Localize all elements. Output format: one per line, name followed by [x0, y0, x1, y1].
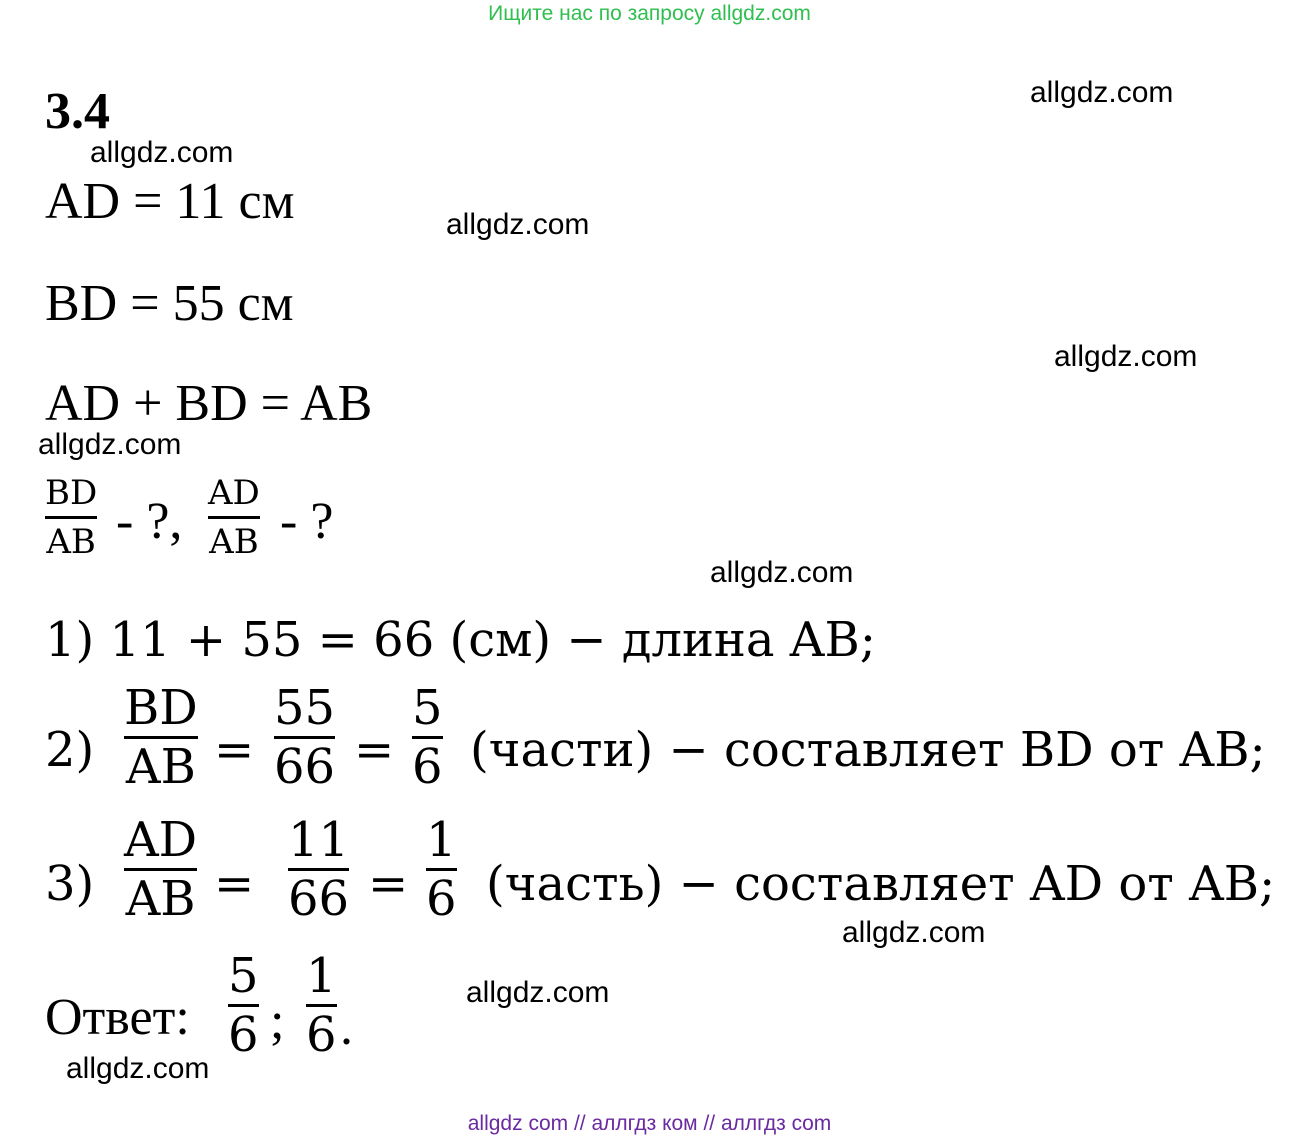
fraction-denominator: 6 — [228, 1007, 259, 1063]
watermark: allgdz.com — [446, 208, 590, 241]
step-2-label: 2) — [45, 722, 95, 778]
watermark: allgdz.com — [90, 136, 234, 169]
step-3-fraction-1-6 — [426, 812, 457, 927]
fraction-numerator: BD — [124, 680, 198, 736]
fraction-numerator: BD — [45, 473, 98, 513]
fraction-numerator: 1 — [426, 812, 457, 868]
step-3-fraction-ad-ab — [124, 812, 198, 927]
step-3-equals-1: = — [214, 856, 255, 912]
question-fraction-ad-ab — [208, 473, 260, 562]
search-hint-banner: Ищите нас по запросу allgdz.com — [488, 2, 811, 25]
fraction-denominator: 66 — [288, 871, 350, 927]
step-1: 1) 11 + 55 = 66 (см) − длина AB; — [45, 612, 876, 668]
fraction-numerator: AD — [208, 473, 260, 513]
step-3-description: (часть) − составляет AD от AB; — [486, 856, 1276, 912]
fraction-bar — [45, 516, 97, 519]
watermark: allgdz.com — [1054, 340, 1198, 373]
fraction-numerator: 55 — [274, 680, 336, 736]
fraction-denominator: AB — [209, 522, 259, 562]
fraction-numerator: 11 — [288, 812, 350, 868]
answer-label: Ответ: — [45, 989, 190, 1046]
fraction-numerator: 5 — [412, 680, 443, 736]
fraction-numerator: AD — [124, 812, 198, 868]
step-2-fraction-5-6 — [412, 680, 443, 795]
question-mark-2: - ? — [280, 493, 334, 550]
fraction-denominator: 6 — [412, 739, 443, 795]
fraction-denominator: 66 — [274, 739, 336, 795]
watermark: allgdz.com — [710, 556, 854, 589]
fraction-numerator: 5 — [228, 948, 259, 1004]
fraction-numerator: 1 — [306, 948, 337, 1004]
answer-separator: ; — [270, 993, 285, 1050]
question-mark-1: - ?, — [116, 493, 183, 550]
problem-number: 3.4 — [45, 83, 110, 140]
step-2-equals-2: = — [354, 722, 395, 778]
fraction-denominator: 6 — [306, 1007, 337, 1063]
question-fraction-bd-ab — [45, 473, 98, 562]
given-bd: BD = 55 см — [45, 275, 294, 332]
watermark: allgdz.com — [66, 1052, 210, 1085]
fraction-denominator: AB — [46, 522, 96, 562]
watermark: allgdz.com — [842, 916, 986, 949]
fraction-denominator: 6 — [426, 871, 457, 927]
answer-period: . — [340, 999, 353, 1056]
step-3-fraction-11-66 — [288, 812, 350, 927]
given-sum: AD + BD = AB — [45, 375, 373, 432]
answer-fraction-1-6 — [306, 948, 337, 1063]
fraction-denominator: AB — [125, 871, 196, 927]
watermark: allgdz.com — [466, 976, 610, 1009]
fraction-denominator: AB — [125, 739, 196, 795]
watermark: allgdz.com — [1030, 76, 1174, 109]
step-2-fraction-55-66 — [274, 680, 336, 795]
given-ad: AD = 11 см — [45, 173, 295, 230]
answer-fraction-5-6 — [228, 948, 259, 1063]
watermark: allgdz.com — [38, 428, 182, 461]
step-2-fraction-bd-ab — [124, 680, 198, 795]
step-3-label: 3) — [45, 856, 95, 912]
step-3-equals-2: = — [368, 856, 409, 912]
step-2-equals-1: = — [214, 722, 255, 778]
step-2-description: (части) − составляет BD от AB; — [470, 722, 1266, 778]
fraction-bar — [208, 516, 260, 519]
footer-banner: allgdz com // аллгдз ком // аллгдз com — [467, 1112, 832, 1135]
